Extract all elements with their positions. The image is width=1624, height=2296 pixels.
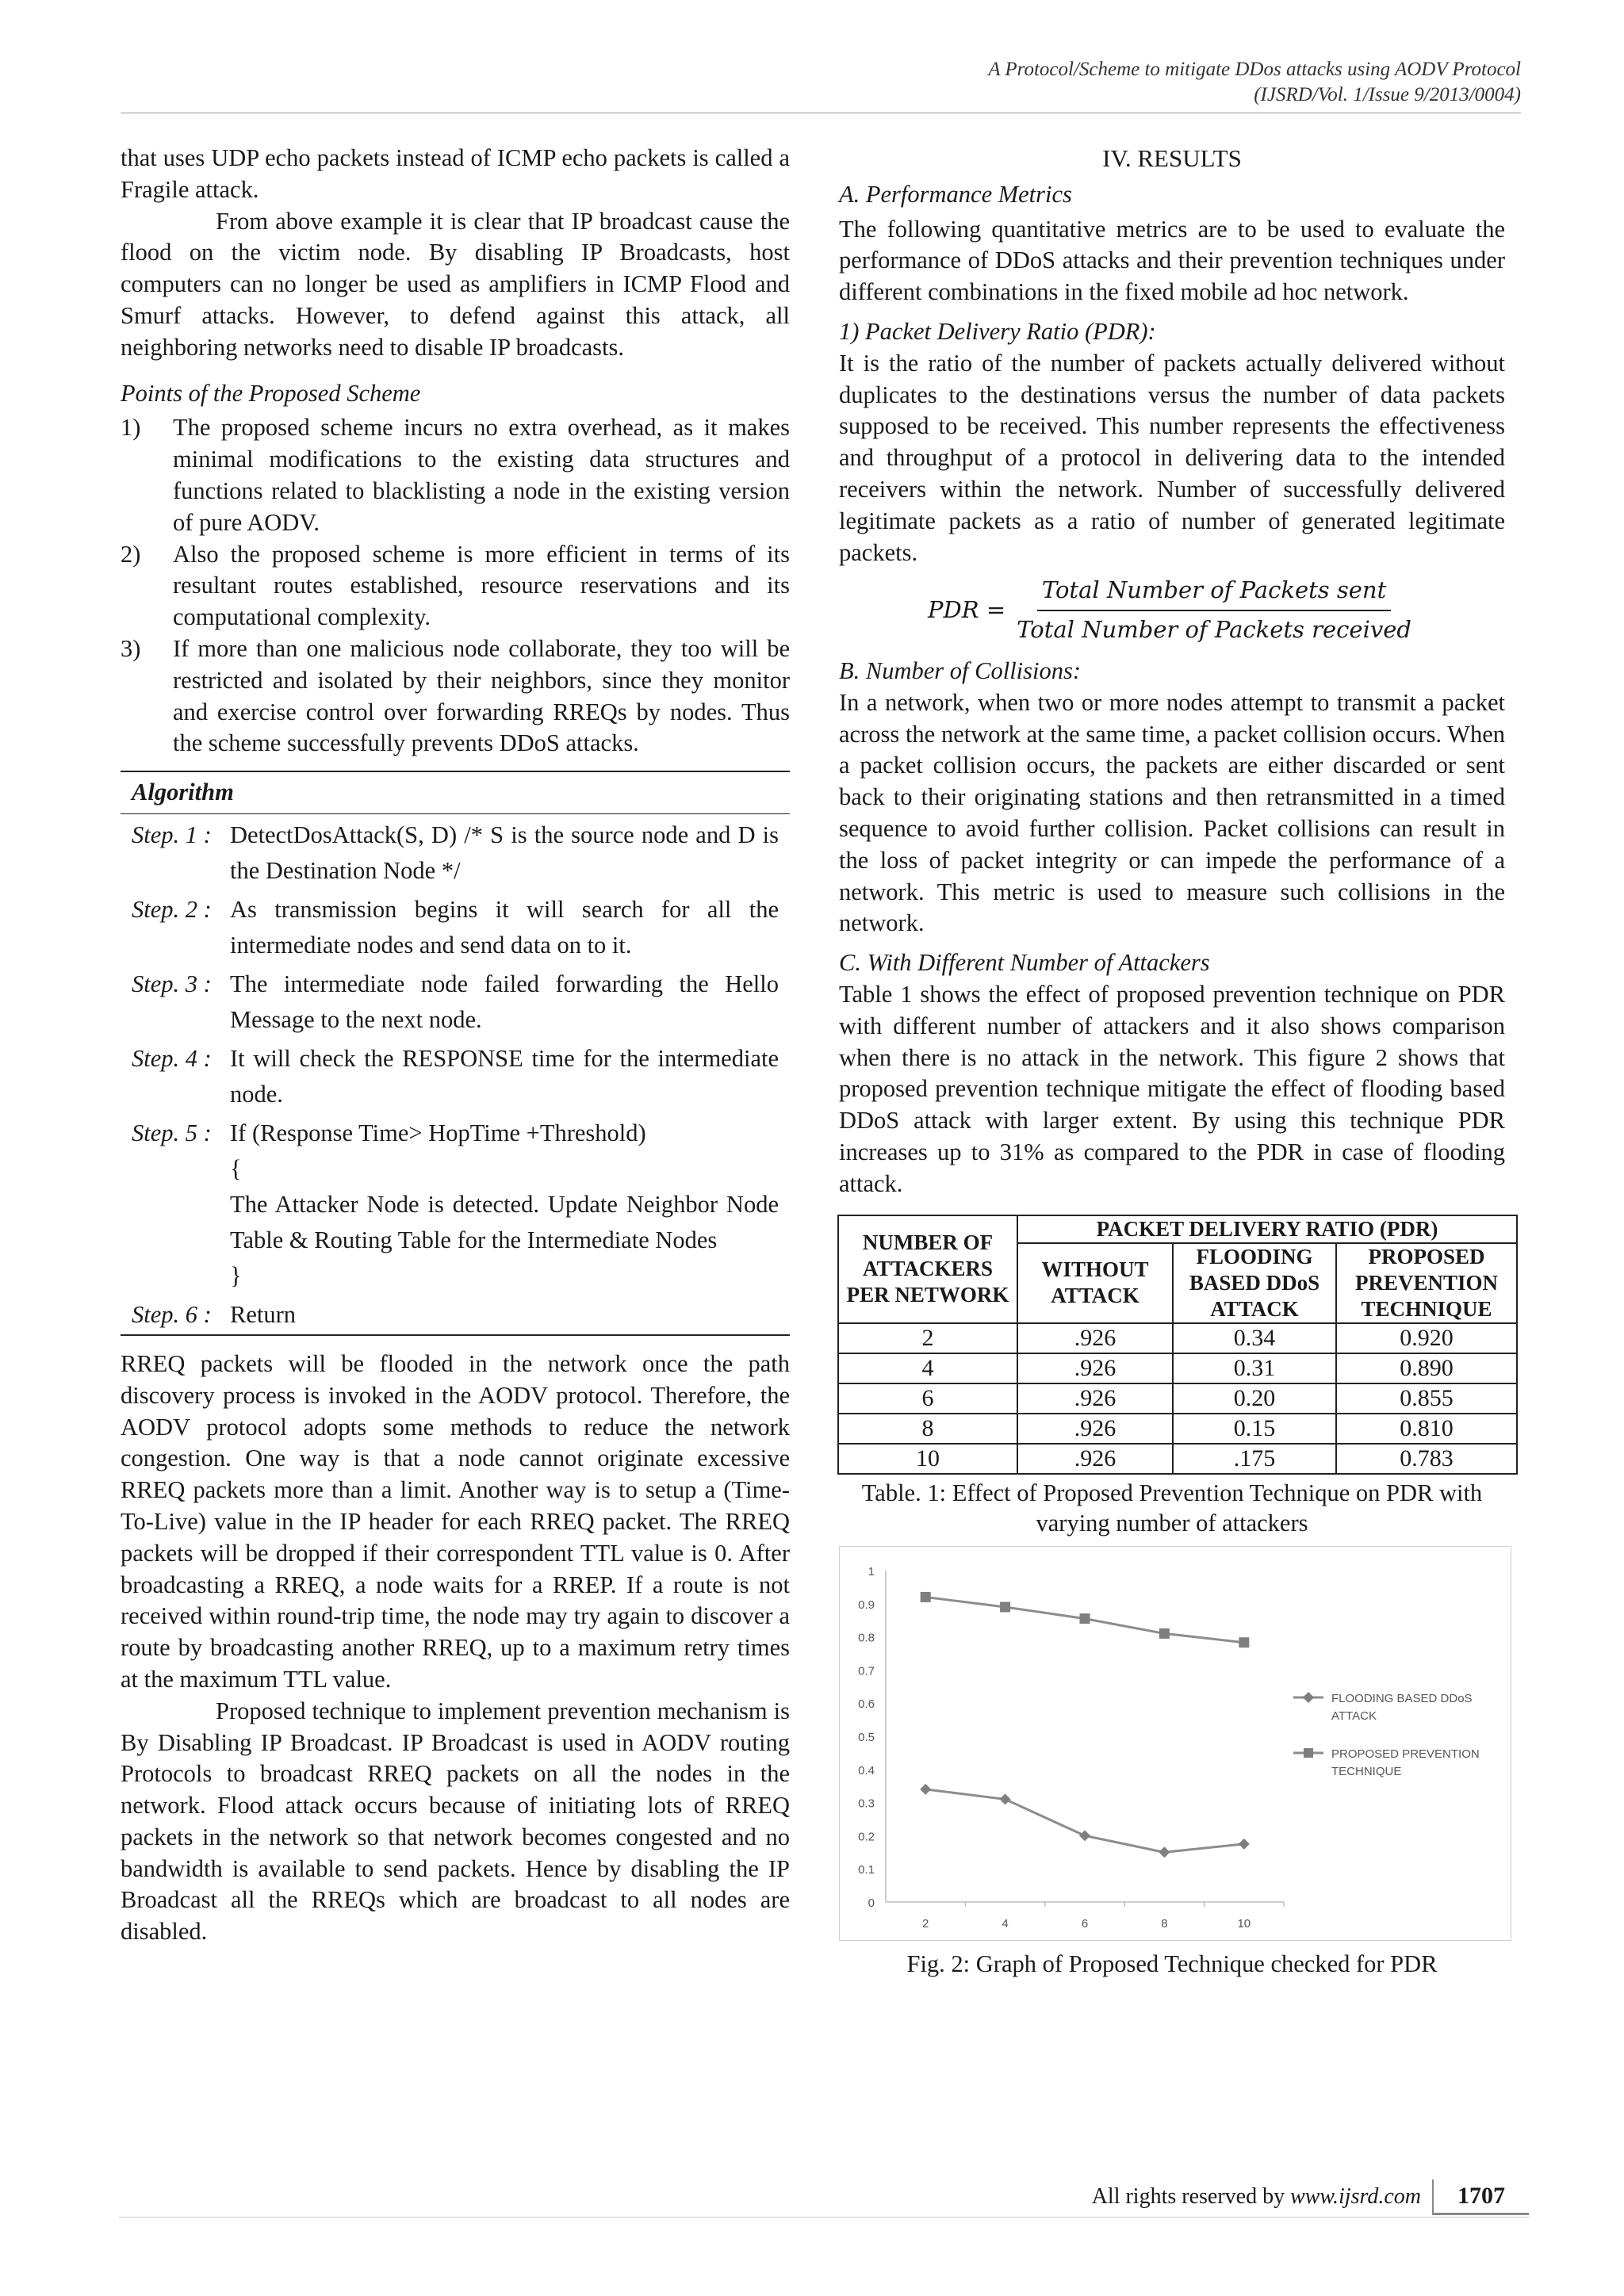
step-label: Step. 2 :	[132, 895, 212, 923]
page-footer	[1092, 2179, 1529, 2215]
algorithm-step	[121, 1038, 790, 1112]
paragraph-ip-broadcast: From above example it is clear that IP broadcast cause the flood on the victim node. By disabling IP Broadcasts, host computers can no longer be used as amplifiers in ICMP Flood and Smurf attacks. However, to defend against this attack, all neighboring networks need to disable IP broadcasts.	[121, 207, 790, 361]
x-tick-label: 6	[1081, 1916, 1089, 1931]
data-point-square	[1239, 1637, 1249, 1647]
data-point-diamond	[1000, 1793, 1011, 1804]
paragraph-rreq: RREQ packets will be flooded in the network once the path discovery process is invoked in the AODV protocol. Therefore, the AODV protocol adopts some methods to reduce the network congestion. One way is that a node cannot originate excessive RREQ packets more than a limit. Another way is to setup a (Time-To-Live) value in the IP header for each RREQ packet. The RREQ packets will be dropped if their correspondent TTL value is 0. After broadcasting a RREQ, a node waits for a RREP. If a route is not received within round-trip time, the node may try again to discover a route by broadcasting another RREQ, up to a maximum retry times at the maximum TTL value.	[121, 1349, 790, 1693]
list-item	[121, 633, 790, 760]
step-line: }	[230, 1261, 242, 1289]
header-proposed: PROPOSED PREVENTION TECHNIQUE	[1336, 1243, 1517, 1323]
algorithm-step	[121, 814, 790, 889]
step-line: The Attacker Node is detected. Update Neighbor Node Table & Routing Table for the Intermediate Nodes	[230, 1190, 779, 1253]
list-number: 2)	[121, 540, 141, 568]
step-line: Return	[230, 1300, 297, 1328]
table-cell: 0.890	[1336, 1353, 1517, 1383]
subsection-collisions: B. Number of Collisions:	[839, 656, 1082, 684]
algorithm-title: Algorithm	[121, 772, 790, 814]
formula-fraction	[1012, 575, 1416, 646]
step-label: Step. 3 :	[132, 970, 212, 997]
step-label: Step. 1 :	[132, 821, 212, 848]
header-attackers: NUMBER OF ATTACKERS PER NETWORK	[838, 1215, 1017, 1323]
table-cell: 0.15	[1173, 1414, 1336, 1444]
step-label: Step. 6 :	[132, 1300, 212, 1328]
table-header-row	[838, 1215, 1517, 1243]
pdr-formula	[839, 575, 1505, 646]
page-number: 1707	[1432, 2179, 1529, 2215]
table-cell: .926	[1017, 1444, 1173, 1474]
list-text: Also the proposed scheme is more efficient in terms of its resultant routes established, resource reservations and its computational complexity.	[173, 540, 790, 631]
data-point-square	[921, 1591, 931, 1601]
y-tick-label: 0.9	[858, 1598, 875, 1612]
pdr-table	[837, 1215, 1518, 1475]
y-tick-label: 0.1	[858, 1862, 875, 1877]
left-column	[121, 143, 790, 1948]
data-point-square	[1159, 1628, 1170, 1638]
section-heading-results: IV. RESULTS	[1102, 144, 1242, 172]
footer-rule	[119, 2217, 1529, 2218]
y-tick-label: 1	[868, 1564, 875, 1578]
data-point-diamond	[1159, 1846, 1170, 1858]
step-text	[230, 966, 779, 1038]
header-without-attack: WITHOUT ATTACK	[1017, 1243, 1173, 1323]
step-text	[230, 892, 779, 963]
table-cell: 8	[838, 1414, 1017, 1444]
points-heading: Points of the Proposed Scheme	[121, 379, 421, 407]
formula-numerator: Total Number of Packets sent	[1037, 575, 1391, 611]
pdr-chart	[839, 1546, 1511, 1941]
footer-rights: All rights reserved by	[1091, 2184, 1291, 2209]
formula-denominator: Total Number of Packets received	[1017, 616, 1411, 644]
step-label: Step. 4 :	[132, 1044, 212, 1072]
paragraph-metrics: The following quantitative metrics are to be used to evaluate the performance of DDoS attacks and their prevention techniques under different combinations in the fixed mobile ad hoc network.	[839, 215, 1505, 306]
table-cell: .175	[1173, 1444, 1336, 1474]
step-text	[230, 1115, 779, 1294]
footer-site-link[interactable]: www.ijsrd.com	[1290, 2184, 1421, 2209]
legend-label: PROPOSED PREVENTION TECHNIQUE	[1331, 1747, 1480, 1778]
paragraph-attackers: Table 1 shows the effect of proposed prevention technique on PDR with different number of attackers and it also shows comparison when there is no attack in the network. This figure 2 shows that proposed prevention technique mitigate the effect of flooding based DDoS attack with larger extent. By using this technique PDR increases up to 31% as compared to the PDR in case of flooding attack.	[839, 980, 1505, 1197]
table-cell: 2	[838, 1323, 1017, 1353]
y-tick-label: 0.8	[858, 1631, 875, 1645]
y-tick-label: 0.6	[858, 1697, 875, 1711]
table-row	[838, 1444, 1517, 1474]
table-cell: 0.31	[1173, 1353, 1336, 1383]
algorithm-box	[121, 771, 790, 1336]
formula-lhs: PDR =	[928, 596, 1006, 624]
legend-marker	[1303, 1692, 1314, 1703]
table-caption: Table. 1: Effect of Proposed Prevention Technique on PDR with varying number of attackers	[861, 1479, 1483, 1536]
list-number: 1)	[121, 414, 141, 442]
table-cell: 0.920	[1336, 1323, 1517, 1353]
table-cell: 0.34	[1173, 1323, 1336, 1353]
algorithm-step	[121, 1294, 790, 1334]
data-point-diamond	[1239, 1838, 1250, 1849]
table-cell: 0.810	[1336, 1414, 1517, 1444]
step-line: As transmission begins it will search for all the intermediate nodes and send data on to it.	[230, 895, 779, 959]
table-cell: 10	[838, 1444, 1017, 1474]
x-tick-label: 2	[922, 1916, 929, 1931]
header-flooding: FLOODING BASED DDoS ATTACK	[1173, 1243, 1336, 1323]
step-text	[230, 1041, 779, 1112]
table-row	[838, 1383, 1517, 1414]
legend-label: FLOODING BASED DDoS ATTACK	[1331, 1691, 1473, 1723]
table-cell: .926	[1017, 1353, 1173, 1383]
figure-caption: Fig. 2: Graph of Proposed Technique checked for PDR	[906, 1950, 1438, 1977]
table-cell: .926	[1017, 1323, 1173, 1353]
table-cell: 0.783	[1336, 1444, 1517, 1474]
table-cell: .926	[1017, 1383, 1173, 1414]
paragraph-proposed-technique: Proposed technique to implement prevention mechanism is By Disabling IP Broadcast. IP Broadcast is used in AODV routing Protocols to broadcast RREQ packets on all the nodes in the network. Flood attack occurs because of initiating lots of RREQ packets in the network so that network becomes congested and no bandwidth is available to send packets. Hence by disabling the IP Broadcast all the RREQs which are broadcast to all nodes are disabled.	[121, 1697, 790, 1946]
paragraph-collisions: In a network, when two or more nodes attempt to transmit a packet across the network at the same time, a packet collision occurs. When a packet collision occurs, the packets are either discarded or sent back to their originating stations and then retransmitted in a timed sequence to avoid further collision. Packet collisions can result in the loss of packet integrity or can impede the performance of a network. This metric is used to measure such collisions in the network.	[839, 688, 1505, 937]
list-item	[121, 412, 790, 538]
algorithm-step	[121, 889, 790, 963]
y-tick-label: 0.7	[858, 1663, 875, 1678]
subsection-pdr: 1) Packet Delivery Ratio (PDR):	[839, 317, 1156, 345]
table-cell: 4	[838, 1353, 1017, 1383]
algorithm-step	[121, 963, 790, 1038]
step-line: DetectDosAttack(S, D) /* S is the source node and D is the Destination Node */	[230, 821, 779, 884]
x-tick-label: 8	[1161, 1916, 1168, 1931]
header-title: A Protocol/Scheme to mitigate DDos attacks using AODV Protocol	[988, 59, 1521, 80]
table-cell: 0.855	[1336, 1383, 1517, 1414]
step-text	[230, 817, 779, 889]
y-tick-label: 0.5	[858, 1730, 875, 1744]
list-text: The proposed scheme incurs no extra overhead, as it makes minimal modifications to the existing data structures and functions related to blacklisting a node in the existing version of pure AODV.	[173, 414, 790, 536]
x-tick-label: 10	[1237, 1916, 1251, 1931]
series-line	[925, 1789, 1244, 1851]
running-header	[988, 57, 1521, 108]
y-tick-label: 0.2	[858, 1829, 875, 1843]
data-point-diamond	[1079, 1830, 1090, 1841]
table-row	[838, 1414, 1517, 1444]
data-point-diamond	[920, 1783, 931, 1794]
step-text	[230, 1297, 779, 1333]
step-line: It will check the RESPONSE time for the intermediate node.	[230, 1044, 779, 1108]
header-pdr-group: PACKET DELIVERY RATIO (PDR)	[1017, 1215, 1517, 1243]
list-number: 3)	[121, 634, 141, 662]
list-text: If more than one malicious node collaborate, they too will be restricted and isolated by their neighbors, since they monitor and exercise control over forwarding RREQs by nodes. Thus the scheme successfully prevents DDoS attacks.	[173, 634, 790, 757]
paragraph-fragile: that uses UDP echo packets instead of ICMP echo packets is called a Fragile attack.	[121, 144, 790, 203]
subsection-attackers: C. With Different Number of Attackers	[839, 949, 1210, 977]
data-point-square	[1000, 1601, 1010, 1612]
footer-text	[1092, 2184, 1432, 2210]
table-row	[838, 1353, 1517, 1383]
step-label: Step. 5 :	[132, 1119, 212, 1146]
data-point-square	[1080, 1613, 1090, 1624]
header-issue: (IJSRD/Vol. 1/Issue 9/2013/0004)	[1254, 84, 1521, 105]
table-cell: 0.20	[1173, 1383, 1336, 1414]
algorithm-step	[121, 1112, 790, 1294]
right-column	[839, 143, 1505, 1979]
pdr-chart-svg	[840, 1547, 1511, 1940]
y-tick-label: 0.4	[858, 1763, 875, 1777]
step-line: The intermediate node failed forwarding the Hello Message to the next node.	[230, 970, 779, 1033]
legend-marker	[1304, 1748, 1313, 1758]
step-line: {	[230, 1154, 242, 1182]
x-tick-label: 4	[1002, 1916, 1009, 1931]
step-line: If (Response Time> HopTime +Threshold)	[230, 1119, 646, 1146]
table-cell: 6	[838, 1383, 1017, 1414]
subsection-performance-metrics: A. Performance Metrics	[839, 180, 1072, 208]
points-list	[121, 412, 790, 760]
y-tick-label: 0.3	[858, 1797, 875, 1811]
table-cell: .926	[1017, 1414, 1173, 1444]
y-tick-label: 0	[868, 1896, 875, 1910]
list-item	[121, 539, 790, 633]
table-row	[838, 1323, 1517, 1353]
paragraph-pdr: It is the ratio of the number of packets actually delivered without duplicates to the destinations versus the number of data packets supposed to be received. This number represents the effectiveness and throughput of a protocol in delivering data to the intended receivers within the network. Number of successfully delivered legitimate packets as a ratio of number of generated legitimate packets.	[839, 349, 1505, 566]
